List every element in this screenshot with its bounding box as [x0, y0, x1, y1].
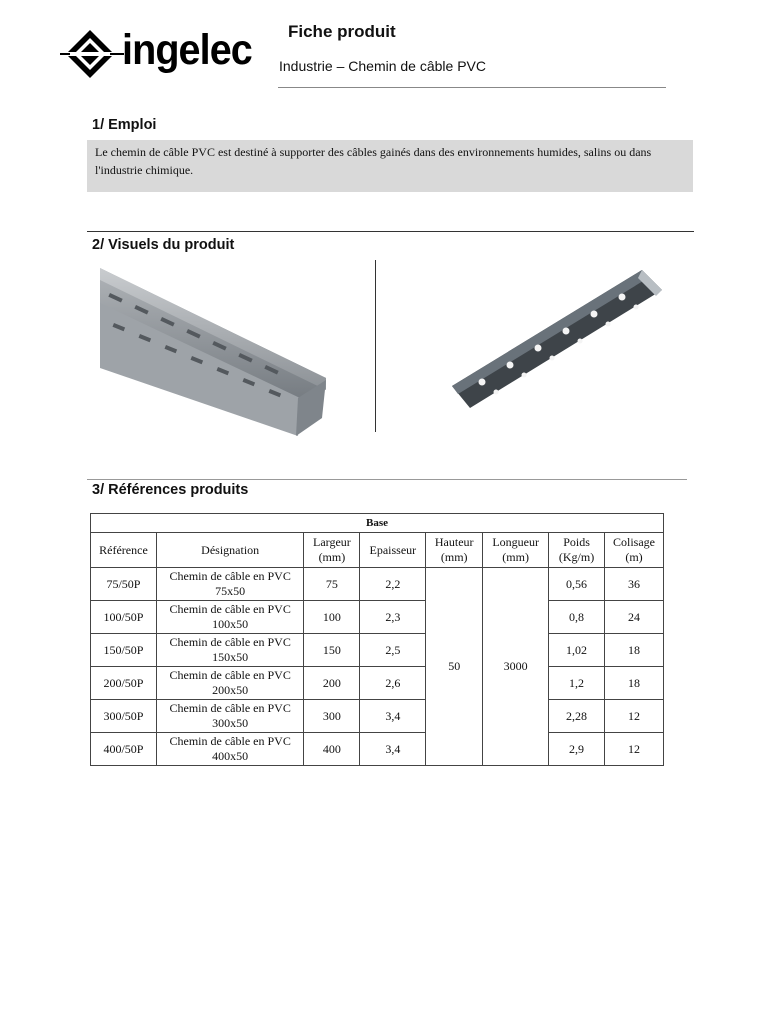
document-subtitle: Industrie – Chemin de câble PVC — [279, 58, 486, 74]
cell-reference: 150/50P — [91, 634, 157, 667]
table-row — [91, 568, 664, 601]
cell-poids: 0,56 — [549, 568, 605, 601]
column-header: Longueur (mm) — [483, 533, 549, 568]
cell-colisage: 18 — [605, 634, 664, 667]
cell-largeur: 200 — [304, 667, 360, 700]
section-emploi-title: 1/ Emploi — [92, 117, 157, 133]
cell-designation: Chemin de câble en PVC 200x50 — [156, 667, 304, 700]
column-header: Référence — [91, 533, 157, 568]
cell-reference: 200/50P — [91, 667, 157, 700]
emploi-description: Le chemin de câble PVC est destiné à supporter des câbles gainés dans des environnements humides, salins ou dans l'industrie chimique. — [87, 140, 693, 192]
cell-reference: 75/50P — [91, 568, 157, 601]
cell-reference: 300/50P — [91, 700, 157, 733]
column-header: Hauteur (mm) — [426, 533, 483, 568]
section-divider — [87, 231, 694, 232]
cell-designation: Chemin de câble en PVC 150x50 — [156, 634, 304, 667]
table-row — [91, 601, 664, 634]
cell-designation: Chemin de câble en PVC 75x50 — [156, 568, 304, 601]
cell-epaisseur: 3,4 — [360, 733, 426, 766]
product-references-table — [90, 513, 664, 766]
cell-colisage: 12 — [605, 733, 664, 766]
cell-poids: 2,9 — [549, 733, 605, 766]
column-header: Epaisseur — [360, 533, 426, 568]
column-header: Poids (Kg/m) — [549, 533, 605, 568]
brand-name: ingelec — [122, 26, 252, 74]
document-title: Fiche produit — [288, 22, 396, 41]
cable-tray-profile-image — [452, 268, 662, 413]
cell-reference: 400/50P — [91, 733, 157, 766]
column-header: Désignation — [156, 533, 304, 568]
section-visuels-title: 2/ Visuels du produit — [92, 237, 235, 253]
cell-poids: 2,28 — [549, 700, 605, 733]
cell-poids: 1,2 — [549, 667, 605, 700]
cell-colisage: 36 — [605, 568, 664, 601]
column-header: Largeur (mm) — [304, 533, 360, 568]
cell-epaisseur: 2,2 — [360, 568, 426, 601]
cell-longueur: 3000 — [483, 568, 549, 766]
cell-colisage: 24 — [605, 601, 664, 634]
visuals-divider — [375, 260, 376, 432]
cell-poids: 1,02 — [549, 634, 605, 667]
cell-epaisseur: 3,4 — [360, 700, 426, 733]
cell-designation: Chemin de câble en PVC 400x50 — [156, 733, 304, 766]
cell-largeur: 150 — [304, 634, 360, 667]
column-header: Colisage (m) — [605, 533, 664, 568]
cell-largeur: 75 — [304, 568, 360, 601]
table-group-header-row — [91, 514, 664, 533]
cell-poids: 0,8 — [549, 601, 605, 634]
section-references-title: 3/ Références produits — [92, 482, 249, 498]
table-row — [91, 733, 664, 766]
table-row — [91, 667, 664, 700]
cell-designation: Chemin de câble en PVC 100x50 — [156, 601, 304, 634]
cell-colisage: 12 — [605, 700, 664, 733]
table-row — [91, 634, 664, 667]
perforated-cable-tray-image — [100, 268, 326, 438]
cell-colisage: 18 — [605, 667, 664, 700]
header-divider — [278, 87, 666, 88]
table-row — [91, 700, 664, 733]
cell-largeur: 100 — [304, 601, 360, 634]
cell-epaisseur: 2,5 — [360, 634, 426, 667]
table-header-row — [91, 533, 664, 568]
cell-largeur: 400 — [304, 733, 360, 766]
section-divider — [87, 479, 687, 480]
cell-epaisseur: 2,6 — [360, 667, 426, 700]
table-group-header: Base — [91, 514, 664, 533]
cell-largeur: 300 — [304, 700, 360, 733]
cell-reference: 100/50P — [91, 601, 157, 634]
cell-epaisseur: 2,3 — [360, 601, 426, 634]
cell-hauteur: 50 — [426, 568, 483, 766]
cell-designation: Chemin de câble en PVC 300x50 — [156, 700, 304, 733]
